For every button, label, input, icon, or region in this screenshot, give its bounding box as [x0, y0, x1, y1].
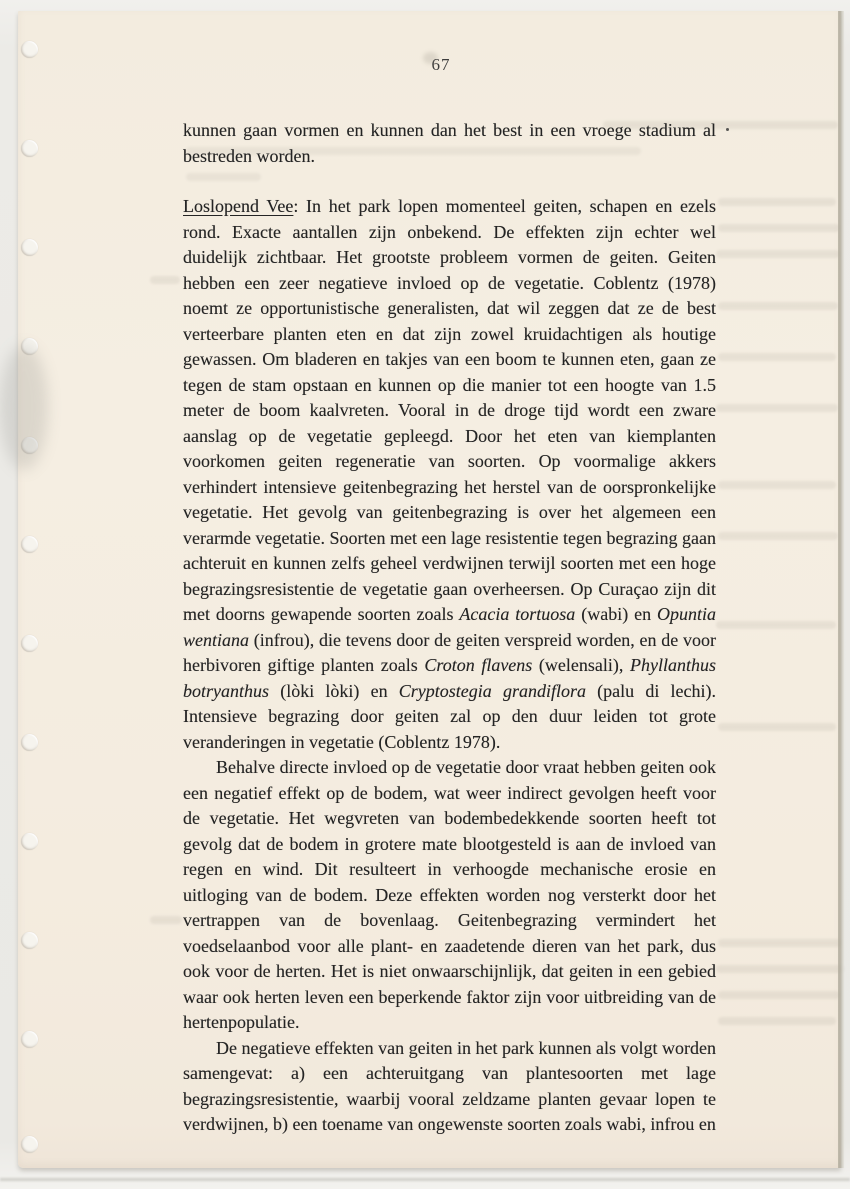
- paragraph-loslopend-vee: [183, 194, 716, 755]
- page-edge-shadow: [838, 11, 844, 1168]
- bleed-through-smudge: [716, 404, 838, 412]
- species-name-italic: Croton flavens: [424, 655, 533, 675]
- paragraph-continuation: [183, 118, 716, 169]
- punch-hole: [21, 41, 38, 58]
- bleed-through-smudge: [716, 965, 844, 973]
- bleed-through-smudge: [718, 1017, 836, 1025]
- species-name-italic: Cryptostegia grandiflora: [398, 680, 586, 701]
- paragraph-bodem-effekt: [183, 755, 716, 1036]
- species-name-italic: Opuntia wentiana: [183, 604, 716, 650]
- bleed-through-smudge: [718, 198, 836, 206]
- scanner-smudge: [0, 345, 48, 470]
- bleed-through-smudge: [716, 250, 840, 258]
- punch-hole: [21, 1031, 38, 1048]
- punch-hole: [21, 239, 38, 256]
- bleed-through-smudge: [718, 481, 836, 489]
- bleed-through-smudge: [423, 52, 438, 64]
- species-name-italic: Phyllanthus botryanthus: [183, 655, 716, 701]
- punch-hole: [21, 635, 38, 652]
- paragraph-samenvatting: [183, 1036, 716, 1138]
- paragraph-text: (lòki lòki) en: [269, 680, 399, 701]
- bleed-through-smudge: [718, 353, 836, 361]
- paragraph-lead-underlined: Loslopend Vee: [183, 196, 294, 216]
- punch-hole: [21, 734, 38, 751]
- bleed-through-smudge: [718, 991, 840, 999]
- paragraph-text: (welensali),: [532, 655, 630, 675]
- bleed-through-smudge: [718, 532, 838, 540]
- paragraph-text: (infrou), die tevens door de geiten verspreid worden, en de voor herbivoren giftige planten zoals: [183, 629, 716, 675]
- paragraph-text: : In het park lopen momenteel geiten, schapen en ezels rond. Exacte aantallen zijn onbekend. De effekten zijn echter wel duidelijk zichtbaar. Het grootste probleem vormen de geiten. Geiten hebben een zeer negatieve invloed op de vegetatie. Coblentz (1978) noemt ze opportunistische generalisten, dat wil zeggen dat ze de best verteerbare planten eten en dat zijn zowel kruidachtigen als houtige gewassen. Om bladeren en takjes van een boom te kunnen eten, gaan ze tegen de stam opstaan en kunnen op die manier tot een hoogte van 1.5 meter de boom kaalvreten. Vooral in de droge tijd wordt een zware aanslag op de vegetatie gepleegd. Door het eten van kiemplanten voorkomen geiten regeneratie van soorten. Op voormalige akkers verhindert intensieve geitenbegrazing het herstel van de oorspronkelijke vegetatie. Het gevolg van geitenbegrazing is over het algemeen een verarmde vegetatie. Soorten met een lage resistentie tegen begrazing gaan achteruit en kunnen zelfs geheel verdwijnen terwijl soorten met een hoge begrazingsresistentie de vegetatie gaan overheersen. Op Curaçao zijn dit met doorns gewapende soorten zoals: [183, 196, 716, 624]
- stray-ink-dot: [726, 128, 729, 131]
- bleed-through-smudge: [716, 621, 836, 629]
- punch-hole: [21, 932, 38, 949]
- bleed-through-smudge: [150, 276, 180, 284]
- page-number: 67: [431, 55, 451, 74]
- bleed-through-smudge: [718, 723, 836, 731]
- bleed-through-smudge: [718, 302, 838, 310]
- scanned-page: [18, 11, 841, 1168]
- bleed-through-smudge: [718, 224, 840, 232]
- punch-hole: [21, 1136, 38, 1153]
- punch-hole: [21, 536, 38, 553]
- document-text: [183, 118, 716, 1138]
- punch-hole: [21, 140, 38, 157]
- paragraph-text: Behalve directe invloed op de vegetatie door vraat hebben geiten ook een negatief effekt op de bodem, wat weer indirect gevolgen heeft voor de vegetatie. Het wegvreten van bodembedekkende soorten heeft tot gevolg dat de bodem in grotere mate blootgesteld is aan de invloed van regen en wind. Dit resulteert in verhoogde mechanische erosie en uitloging van de bodem. Deze effekten worden nog versterkt door het vertrappen van de bovenlaag. Geitenbegrazing vermindert het voedselaanbod voor alle plant- en zaadetende dieren van het park, dus ook voor de herten. Het is niet onwaarschijnlijk, dat geiten in een gebied waar ook herten leven een beperkende faktor zijn voor uitbreiding van de hertenpopulatie.: [183, 757, 716, 1032]
- bleed-through-smudge: [718, 939, 842, 947]
- bleed-through-smudge: [150, 916, 182, 924]
- paragraph-text: De negatieve effekten van geiten in het park kunnen als volgt worden samengevat: a) een achteruitgang van plantesoorten met lage begrazingsresistentie, waarbij vooral zeldzame planten gevaar lopen te verdwijnen, b) een toename van ongewenste soorten zoals wabi, infrou en: [183, 1037, 716, 1134]
- paragraph-text: (wabi) en: [575, 604, 657, 624]
- paragraph-text: (palu di lechi). Intensieve begrazing door geiten zal op den duur leiden tot grote veranderingen in vegetatie (Coblentz 1978).: [183, 680, 716, 752]
- paragraph-text: kunnen gaan vormen en kunnen dan het best in een vroege stadium al bestreden worden.: [183, 120, 716, 166]
- scanner-edge-line: [0, 1178, 850, 1181]
- punch-hole: [21, 833, 38, 850]
- species-name-italic: Acacia tortuosa: [459, 604, 576, 624]
